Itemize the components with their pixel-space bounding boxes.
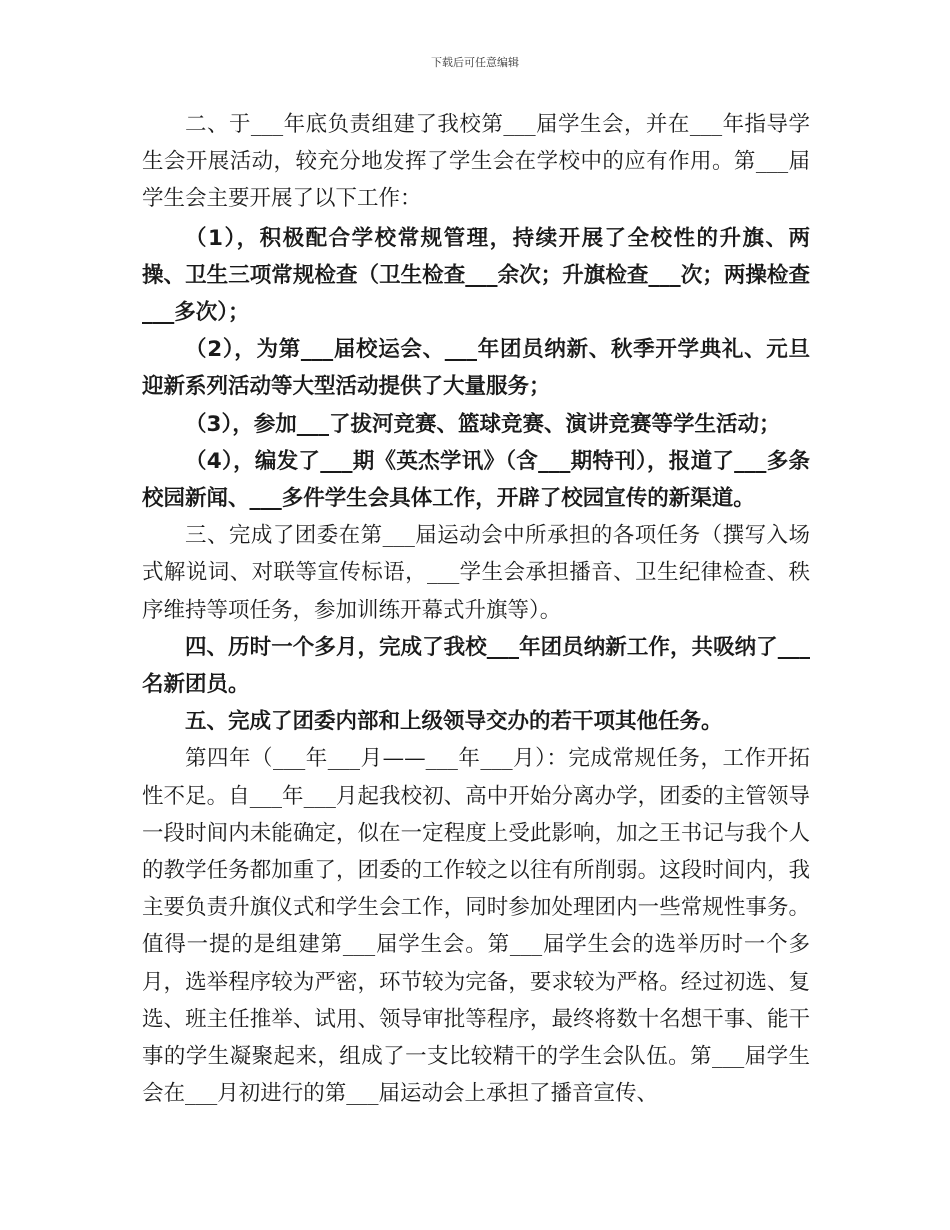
- list-item-1: （1），积极配合学校常规管理，持续开展了全校性的升旗、两操、卫生三项常规检查（卫生检查___余次；升旗检查___次；两操检查___多次）；: [142, 225, 810, 326]
- paragraph-5: 五、完成了团委内部和上级领导交办的若干项其他任务。: [185, 709, 723, 735]
- paragraph-2: 二、于___年底负责组建了我校第___届学生会，并在___年指导学生会开展活动，较充分地发挥了学生会在学校中的应有作用。第___届学生会主要开展了以下工作：: [142, 112, 810, 212]
- list-item-2: （2），为第___届校运会、___年团员纳新、秋季开学典礼、元旦迎新系列活动等大型活动提供了大量服务；: [142, 337, 810, 400]
- paragraph-year-4: 第四年（___年___月——___年___月）：完成常规任务，工作开拓性不足。自___年___月起我校初、高中开始分离办学，团委的主管领导一段时间内未能确定，似在一定程度上受此影响，加之王书记与我个人的教学任务都加重了，团委的工作较之以往有所削弱。这段时间内，我主要负责升旗仪式和学生会工作，同时参加处理团内一些常规性事务。值得一提的是组建第___届学生会。第___届学生会的选举历时一个多月，选举程序较为严密，环节较为完备，要求较为严格。经过初选、复选、班主任推举、试用、领导审批等程序，最终将数十名想干事、能干事的学生凝聚起来，组成了一支比较精干的学生会队伍。第___届学生会在___月初进行的第___届运动会上承担了播音宣传、: [142, 746, 810, 1107]
- paragraph-4: 四、历时一个多月，完成了我校___年团员纳新工作，共吸纳了___名新团员。: [142, 634, 810, 698]
- document-body: [142, 106, 810, 1112]
- list-item-3: （3），参加___了拔河竞赛、篮球竞赛、演讲竞赛等学生活动；: [185, 411, 781, 437]
- page-header: 下载后可任意编辑: [431, 56, 519, 69]
- paragraph-3: 三、完成了团委在第___届运动会中所承担的各项任务（撰写入场式解说词、对联等宣传标语，___学生会承担播音、卫生纪律检查、秩序维持等项任务，参加训练开幕式升旗等）。: [142, 523, 810, 623]
- list-item-4: （4），编发了___期《英杰学讯》（含___期特刊），报道了___多条校园新闻、___多件学生会具体工作，开辟了校园宣传的新渠道。: [142, 448, 810, 512]
